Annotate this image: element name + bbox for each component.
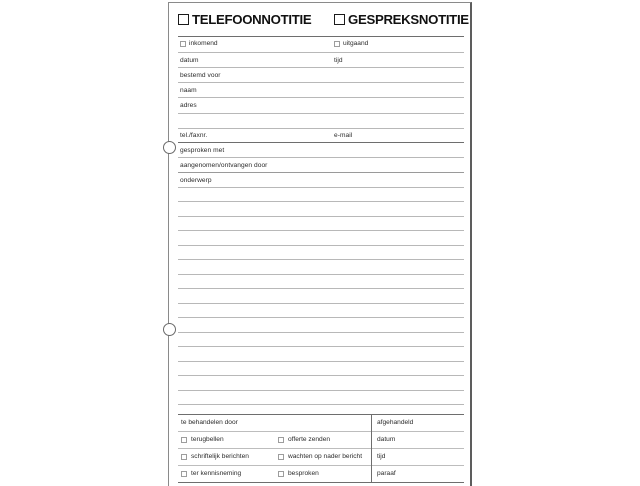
checkbox-uitgaand-icon[interactable] — [334, 41, 340, 47]
ruled-line — [178, 216, 464, 217]
rule-adres — [178, 113, 464, 114]
ruled-line — [178, 317, 464, 318]
form-header — [178, 12, 469, 35]
field-uitgaand[interactable] — [334, 41, 368, 48]
header-gespreksnotitie[interactable] — [334, 13, 469, 26]
label-inkomend: inkomend — [189, 40, 218, 47]
label-naam: naam — [180, 87, 197, 94]
rule-adres-continuation — [178, 128, 464, 129]
label-te-behandelen-door: te behandelen door — [181, 418, 238, 426]
checkbox-inkomend-icon[interactable] — [180, 41, 186, 47]
label-bestemd-voor: bestemd voor — [180, 72, 221, 79]
field-datum-afgehandeld — [377, 432, 395, 448]
rule-bestemd-voor — [178, 82, 464, 83]
label-besproken: besproken — [288, 469, 319, 477]
label-afgehandeld: afgehandeld — [377, 418, 414, 426]
label-wachten-op-nader-bericht: wachten op nader bericht — [288, 452, 363, 460]
rule-under-header — [178, 36, 464, 37]
table-vertical-divider — [371, 415, 372, 483]
ruled-line — [178, 259, 464, 260]
ruled-line — [178, 375, 464, 376]
checkbox-offerte-zenden-icon[interactable] — [278, 437, 284, 443]
rule-direction — [178, 52, 464, 53]
punch-hole-icon — [163, 323, 176, 336]
table-row — [178, 432, 464, 449]
table-row — [178, 466, 464, 483]
label-ter-kennisneming: ter kennisneming — [191, 469, 242, 477]
ruled-line — [178, 201, 464, 202]
checkbox-gespreksnotitie-icon[interactable] — [334, 14, 345, 25]
ruled-line — [178, 390, 464, 391]
header-title-left: TELEFOONNOTITIE — [192, 12, 312, 27]
ruled-line — [178, 288, 464, 289]
checkbox-telefoonnotitie-icon[interactable] — [178, 14, 189, 25]
option-offerte-zenden[interactable] — [278, 432, 330, 448]
rule-datum — [178, 67, 464, 68]
ruled-line — [178, 404, 464, 405]
ruled-line — [178, 346, 464, 347]
label-email: e-mail — [334, 132, 353, 139]
label-tijd-afgehandeld: tijd — [377, 452, 386, 460]
label-tel-faxnr: tel./faxnr. — [180, 132, 208, 139]
action-table — [178, 414, 464, 483]
ruled-line — [178, 303, 464, 304]
table-row — [178, 449, 464, 466]
option-wachten-op-nader-bericht[interactable] — [278, 449, 362, 465]
table-heading-right-cell — [377, 415, 413, 431]
checkbox-ter-kennisneming-icon[interactable] — [181, 471, 187, 477]
notepad-sheet — [168, 2, 472, 486]
table-heading-left-cell — [181, 415, 238, 431]
checkbox-schriftelijk-berichten-icon[interactable] — [181, 454, 187, 460]
ruled-line — [178, 230, 464, 231]
field-tijd-afgehandeld — [377, 449, 385, 465]
header-title-right: GESPREKSNOTITIE — [348, 12, 469, 27]
table-row — [178, 415, 464, 432]
label-aangenomen-ontvangen-door: aangenomen/ontvangen door — [180, 162, 268, 169]
label-uitgaand: uitgaand — [343, 40, 369, 47]
label-datum-afgehandeld: datum — [377, 435, 396, 443]
rule-contact — [178, 142, 464, 143]
label-gesproken-met: gesproken met — [180, 147, 225, 154]
label-paraaf: paraaf — [377, 469, 396, 477]
label-schriftelijk-berichten: schriftelijk berichten — [191, 452, 249, 460]
rule-naam — [178, 97, 464, 98]
label-datum: datum — [180, 57, 199, 64]
ruled-line — [178, 274, 464, 275]
punch-hole-icon — [163, 141, 176, 154]
field-inkomend[interactable] — [180, 41, 218, 48]
ruled-line — [178, 332, 464, 333]
label-tijd: tijd — [334, 57, 343, 64]
ruled-line — [178, 361, 464, 362]
label-adres: adres — [180, 102, 197, 109]
header-telefoonnotitie[interactable] — [178, 13, 311, 26]
rule-gesproken-met — [178, 157, 464, 158]
label-offerte-zenden: offerte zenden — [288, 435, 331, 443]
sheet-inner — [178, 3, 469, 486]
ruled-line — [178, 187, 464, 188]
rule-aangenomen — [178, 172, 464, 173]
checkbox-wachten-op-nader-bericht-icon[interactable] — [278, 454, 284, 460]
option-terugbellen[interactable] — [181, 432, 224, 448]
option-schriftelijk-berichten[interactable] — [181, 449, 249, 465]
checkbox-besproken-icon[interactable] — [278, 471, 284, 477]
label-onderwerp: onderwerp — [180, 177, 212, 184]
checkbox-terugbellen-icon[interactable] — [181, 437, 187, 443]
ruled-line — [178, 245, 464, 246]
label-terugbellen: terugbellen — [191, 435, 224, 443]
